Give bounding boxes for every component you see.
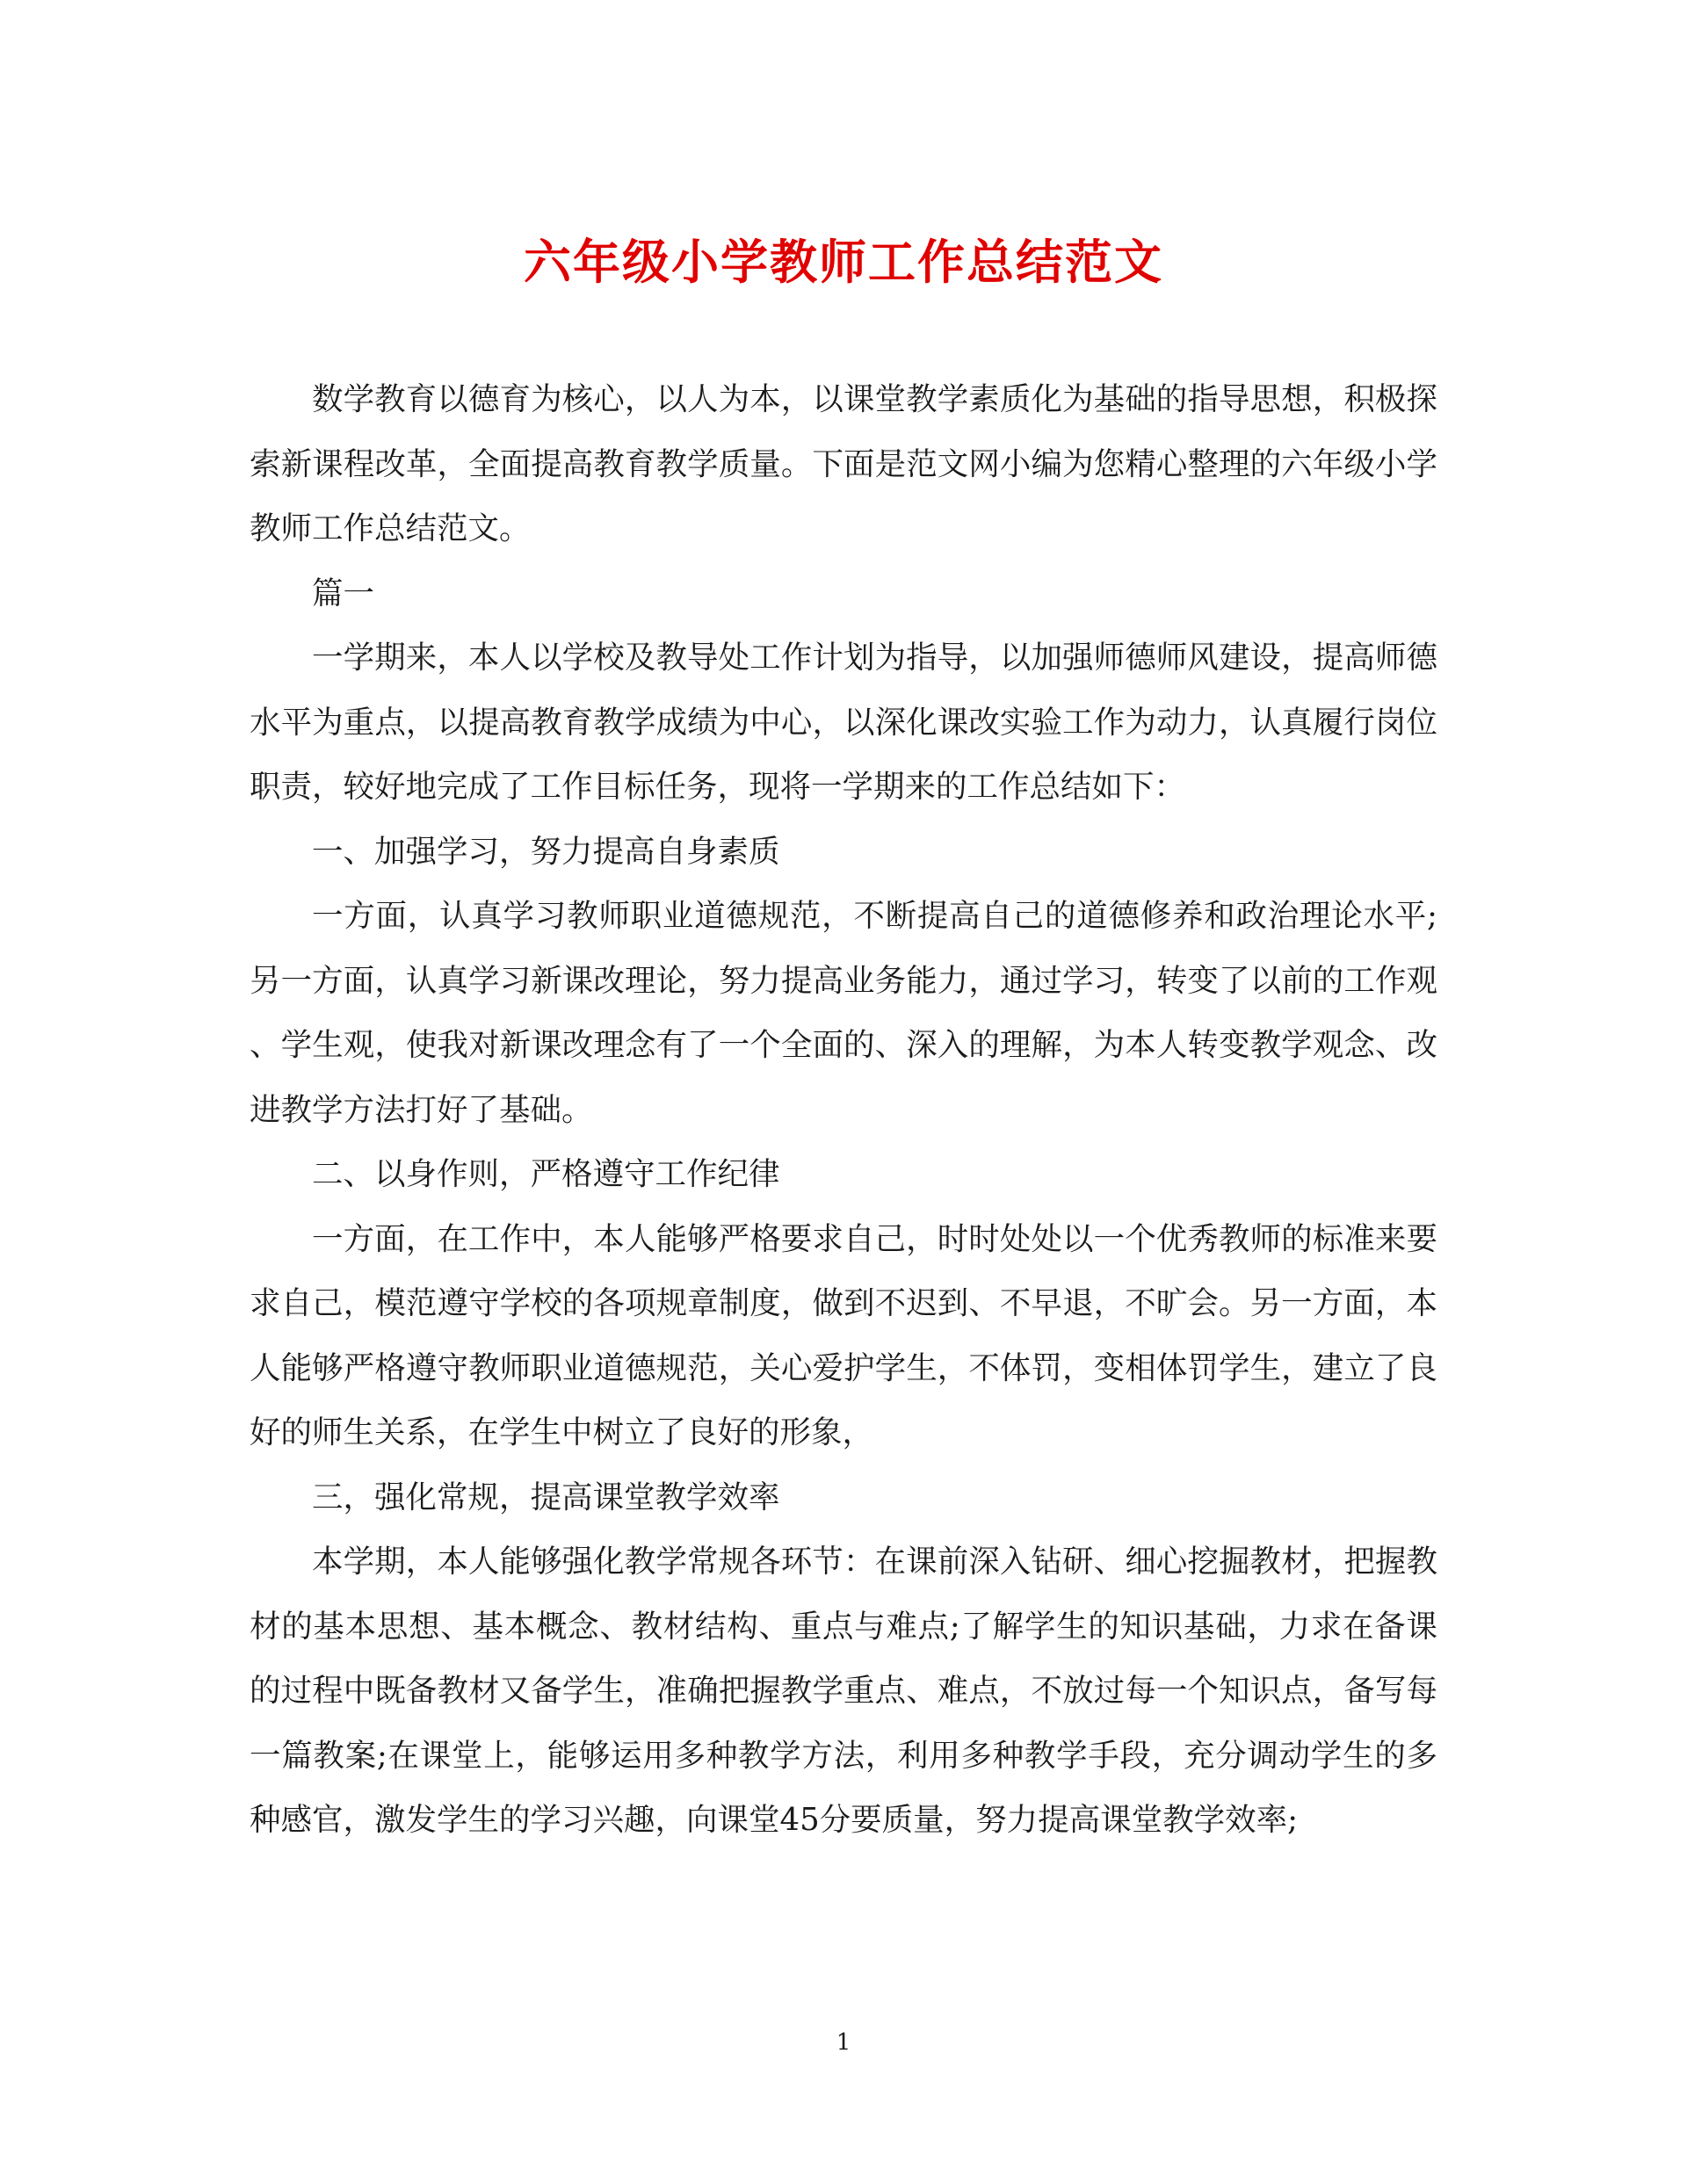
intro-paragraph: 数学教育以德育为核心，以人为本，以课堂教学素质化为基础的指导思想，积极探索新课程改革，全面提高教育教学质量。下面是范文网小编为您精心整理的六年级小学教师工作总结范文。 (250, 381, 1437, 546)
section-heading-1: 一、加强学习，努力提高自身素质 (312, 833, 780, 870)
section-3-paragraph: 本学期，本人能够强化教学常规各环节：在课前深入钻研、细心挖掘教材，把握教材的基本思想、基本概念、教材结构、重点与难点;了解学生的知识基础，力求在备课的过程中既备教材又备学生，准确把握教学重点、难点，不放过每一个知识点，备写每一篇教案;在课堂上，能够运用多种教学方法，利用多种教学手段，充分调动学生的多种感官，激发学生的学习兴趣，向课堂45分要质量，努力提高课堂教学效率; (250, 1544, 1437, 1838)
section-2-paragraph: 一方面，在工作中，本人能够严格要求自己，时时处处以一个优秀教师的标准来要求自己，模范遵守学校的各项规章制度，做到不迟到、不早退，不旷会。另一方面，本人能够严格遵守教师职业道德规范，关心爱护学生，不体罚，变相体罚学生，建立了良好的师生关系，在学生中树立了良好的形象， (250, 1220, 1437, 1450)
section-heading-2: 二、以身作则，严格遵守工作纪律 (312, 1156, 780, 1192)
document-body (250, 367, 1437, 1853)
section-1-paragraph: 一方面，认真学习教师职业道德规范，不断提高自己的道德修养和政治理论水平;另一方面，认真学习新课改理论，努力提高业务能力，通过学习，转变了以前的工作观、学生观，使我对新课改理念有了一个全面的、深入的理解，为本人转变教学观念、改进教学方法打好了基础。 (250, 898, 1437, 1128)
section-heading-3: 三，强化常规，提高课堂教学效率 (312, 1479, 780, 1515)
overview-paragraph: 一学期来，本人以学校及教导处工作计划为指导，以加强师德师风建设，提高师德水平为重点，以提高教育教学成绩为中心，以深化课改实验工作为动力，认真履行岗位职责，较好地完成了工作目标任务，现将一学期来的工作总结如下： (250, 640, 1437, 805)
page-number: 1 (836, 2029, 851, 2056)
document-title: 六年级小学教师工作总结范文 (524, 234, 1163, 290)
section-label-part-one: 篇一 (312, 575, 375, 611)
